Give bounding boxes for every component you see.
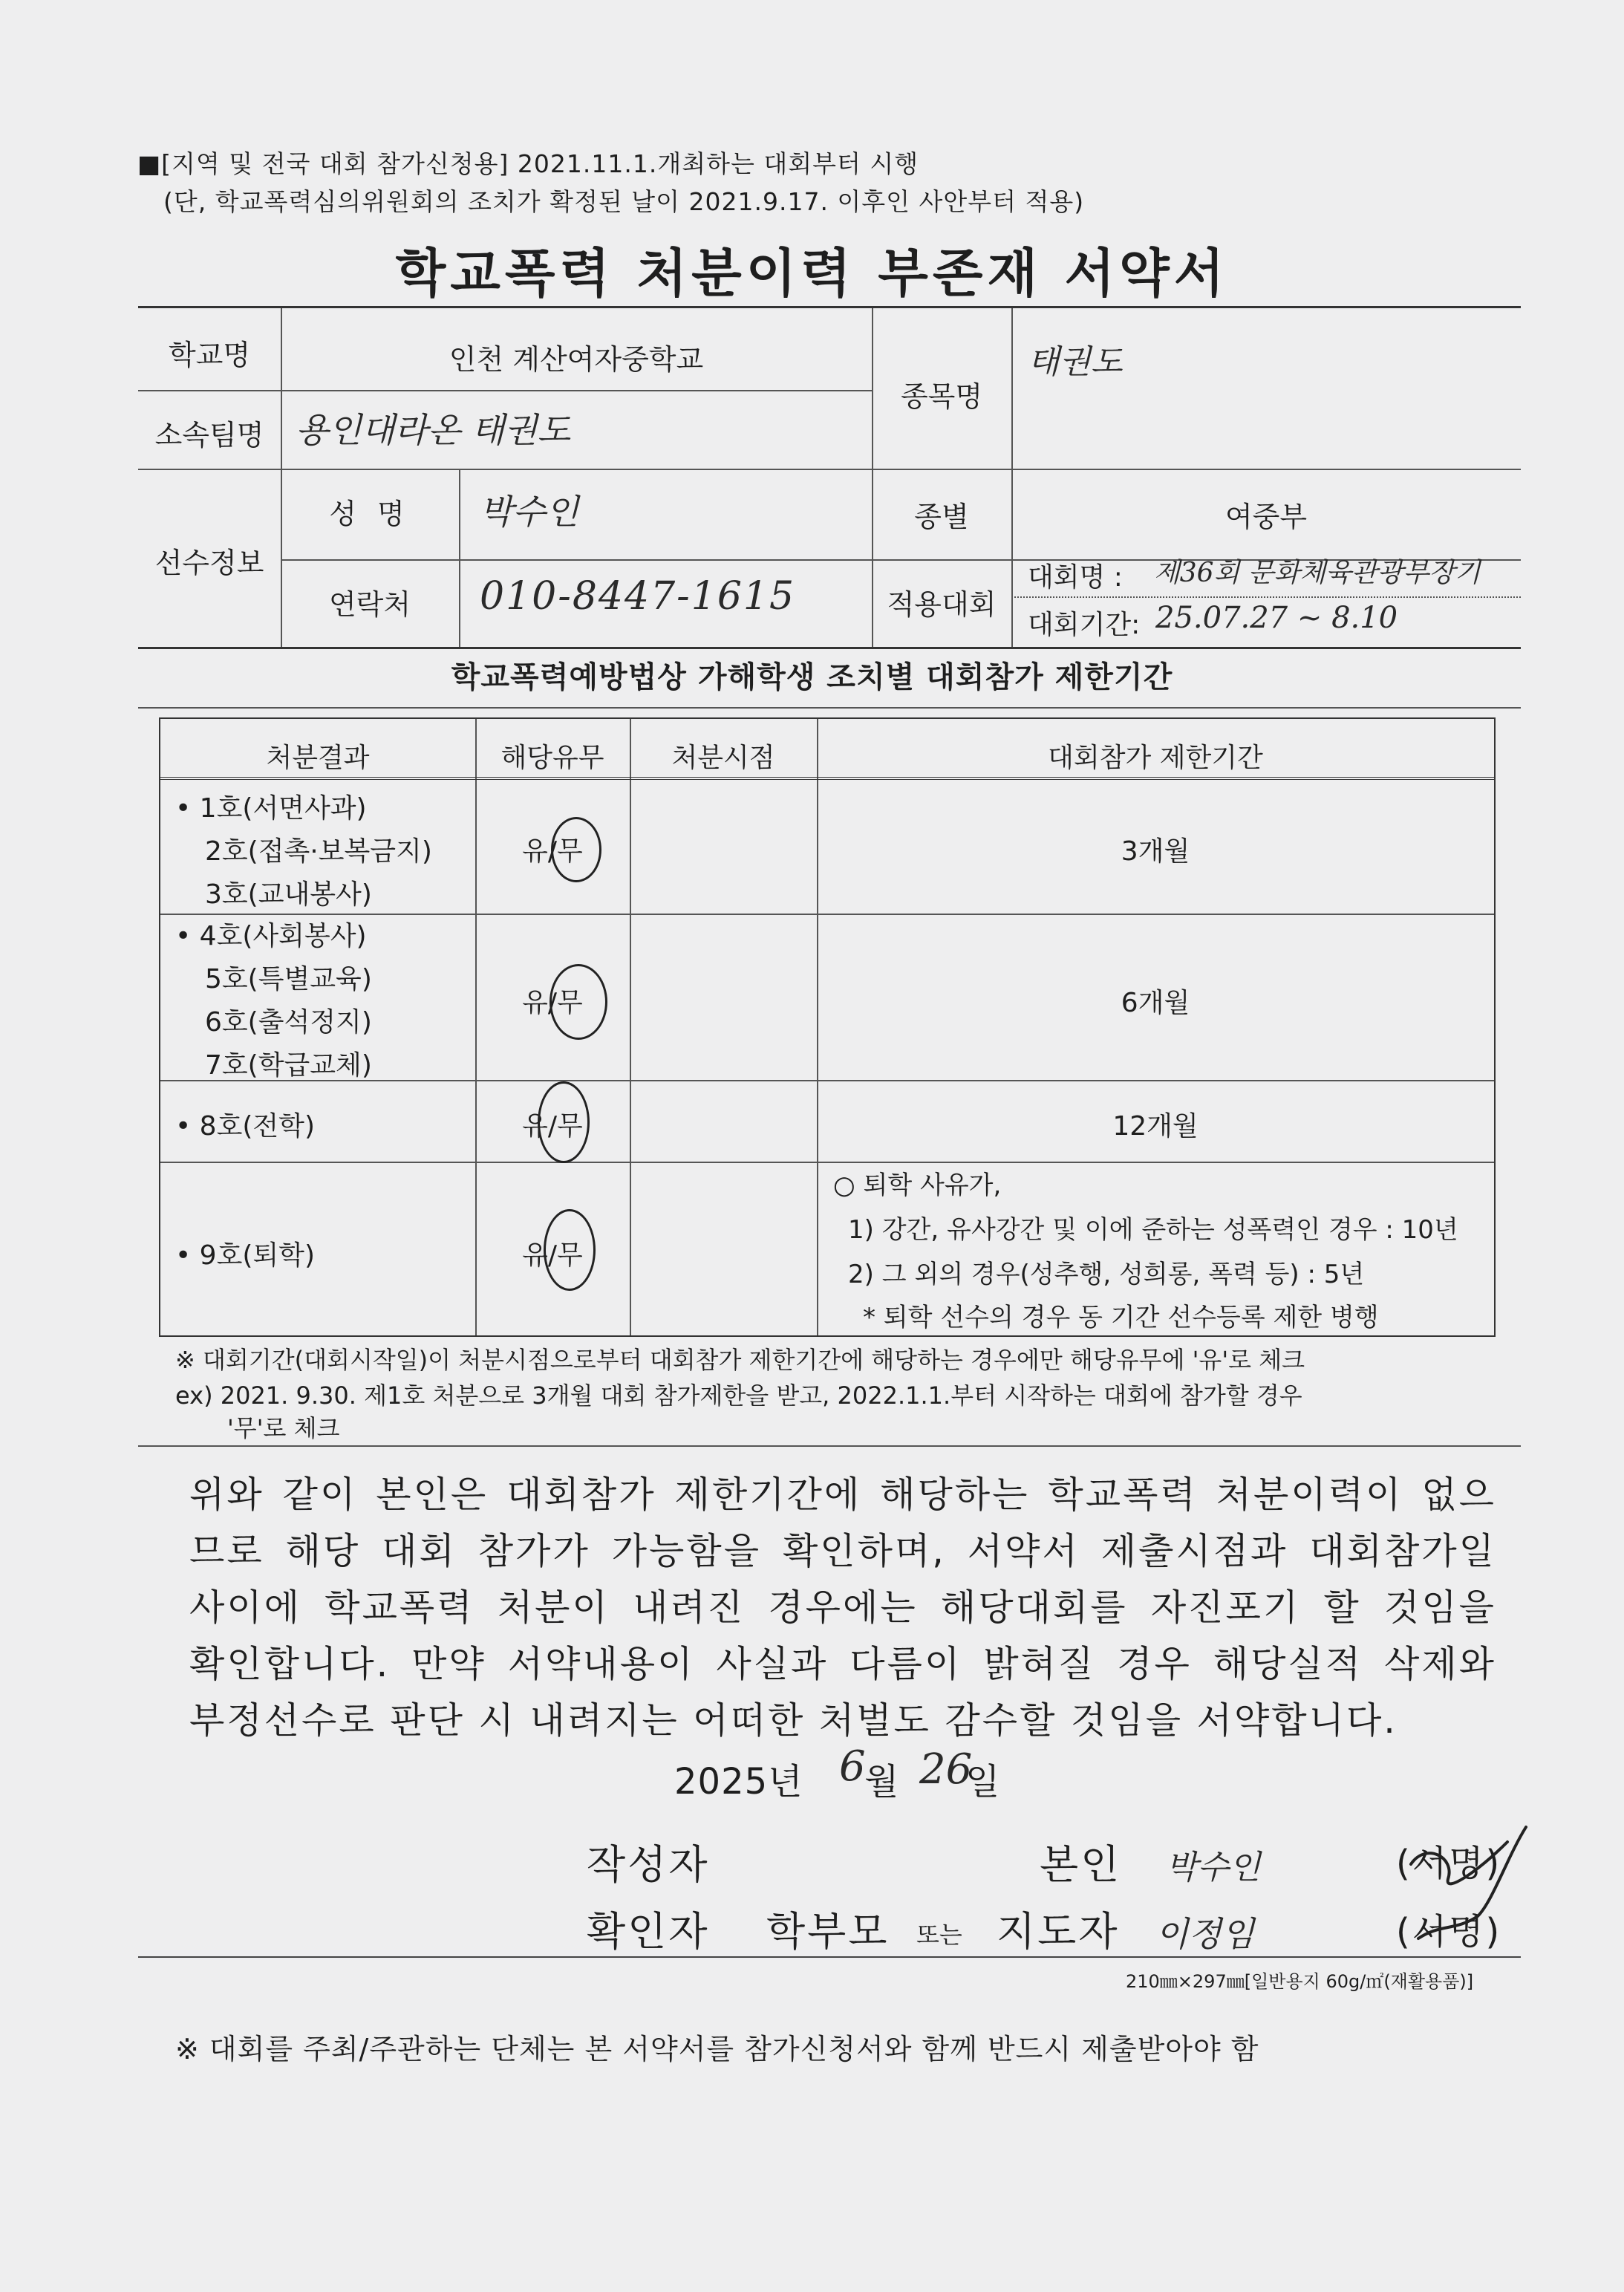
- event-name-label: 대회명 :: [1028, 562, 1123, 593]
- row3-period: 12개월: [1112, 1111, 1199, 1142]
- pledge-line: 므로 해당 대회 참가가 가능함을 확인하며, 서약서 제출시점과 대회참가일: [189, 1530, 1496, 1572]
- row1-line2: 2호(접촉·보복금지): [205, 836, 432, 867]
- date-month-value: 6: [839, 1742, 866, 1791]
- row4-check: 유/무: [522, 1240, 583, 1271]
- school-value: 인천 계산여자중학교: [449, 343, 704, 376]
- row4-period-line4: * 퇴학 선수의 경우 동 기간 선수등록 제한 병행: [863, 1303, 1379, 1332]
- pledge-line: 위와 같이 본인은 대회참가 제한기간에 해당하는 학교폭력 처분이력이 없으: [189, 1474, 1496, 1516]
- row2-check: 유/무: [522, 988, 583, 1018]
- info-line: [138, 469, 1521, 470]
- row1-line1: • 1호(서면사과): [175, 793, 367, 824]
- player-info-label: 선수정보: [154, 547, 264, 579]
- table-line: [630, 719, 631, 1335]
- contact-value: 010-8447-1615: [480, 574, 796, 619]
- table-line: [817, 719, 818, 1335]
- row2-line1: • 4호(사회봉사): [175, 921, 367, 951]
- row2-check-mark: [550, 964, 607, 1040]
- row1-check: 유/무: [522, 836, 583, 867]
- or-label: 또는: [916, 1921, 962, 1949]
- self-name: 박수인: [1166, 1849, 1261, 1886]
- row2-period: 6개월: [1121, 988, 1190, 1018]
- info-line: [1011, 596, 1521, 598]
- header-applicable: 해당유무: [500, 743, 604, 773]
- row2-line4: 7호(학급교체): [205, 1050, 372, 1081]
- row4-line1: • 9호(퇴학): [175, 1240, 315, 1271]
- sport-value: 태권도: [1028, 343, 1123, 381]
- info-line: [1011, 308, 1013, 647]
- contact-label: 연락처: [328, 588, 411, 621]
- row2-line2: 5호(특별교육): [205, 964, 372, 994]
- info-table: [138, 306, 1521, 649]
- info-line: [459, 469, 460, 647]
- team-label: 소속팀명: [154, 419, 264, 452]
- pledge-line: 확인합니다. 만약 서약내용이 사실과 다름이 밝혀질 경우 해당실적 삭제와: [189, 1643, 1496, 1685]
- bottom-note: ※ 대회를 주최/주관하는 단체는 본 서약서를 참가신청서와 함께 반드시 제출받아야 함: [175, 2033, 1259, 2065]
- footnote-example2: '무'로 체크: [227, 1414, 340, 1442]
- document-title: 학교폭력 처분이력 부존재 서약서: [395, 243, 1229, 304]
- name-label: 성 명: [329, 498, 411, 530]
- header-restriction-period: 대회참가 제한기간: [1048, 743, 1263, 773]
- date-year: 2025년: [674, 1761, 803, 1803]
- pledge-paragraph: [189, 1467, 1496, 1749]
- row3-check-mark: [538, 1081, 590, 1163]
- event-period-value: 25.07.27 ~ 8.10: [1155, 601, 1398, 635]
- row1-check-mark: [551, 817, 601, 882]
- team-value: 용인대라온 태권도: [296, 410, 571, 450]
- footnote-note: ※ 대회기간(대회시작일)이 처분시점으로부터 대회참가 제한기간에 해당하는 경우에만 해당유무에 '유'로 체크: [175, 1346, 1305, 1374]
- date-day-unit: 일: [965, 1761, 1002, 1803]
- row2-line3: 6호(출석정지): [205, 1007, 372, 1038]
- coach-label: 지도자: [997, 1908, 1120, 1955]
- row3-check: 유/무: [522, 1111, 583, 1142]
- event-name-value: 제36회 문화체육관광부장기: [1154, 558, 1481, 588]
- row4-period-line3: 2) 그 외의 경우(성추행, 성희롱, 폭력 등) : 5년: [848, 1260, 1365, 1289]
- category-value: 여중부: [1224, 501, 1308, 533]
- coach-sign-label: (서명): [1396, 1911, 1502, 1953]
- date-day-value: 26: [919, 1745, 973, 1794]
- date-month-unit: 월: [864, 1761, 901, 1803]
- header-result: 처분결과: [266, 743, 370, 773]
- writer-label: 작성자: [587, 1841, 710, 1888]
- table-line: [160, 777, 1494, 780]
- header-note-line1: ■[지역 및 전국 대회 참가신청용] 2021.11.1.개최하는 대회부터 시행: [137, 149, 919, 178]
- school-label: 학교명: [168, 339, 251, 371]
- self-sign-label: (서명): [1396, 1843, 1502, 1884]
- category-label: 종별: [914, 501, 969, 533]
- paper-spec: 210㎜×297㎜[일반용지 60g/㎡(재활용품)]: [1126, 1971, 1474, 1992]
- row1-period: 3개월: [1121, 836, 1190, 867]
- event-period-label: 대회기간:: [1028, 610, 1141, 640]
- pledge-line: 사이에 학교폭력 처분이 내려진 경우에는 해당대회를 자진포기 할 것임을: [189, 1586, 1496, 1629]
- header-disposition-time: 처분시점: [671, 743, 775, 773]
- row4-period-line2: 1) 강간, 유사강간 및 이에 준하는 성폭력인 경우 : 10년: [848, 1215, 1458, 1245]
- name-value: 박수인: [480, 492, 579, 532]
- event-label: 적용대회: [887, 588, 997, 621]
- info-line: [138, 390, 872, 391]
- signature-mark: [1396, 1812, 1537, 1961]
- info-line: [281, 559, 873, 561]
- coach-name: 이정임: [1155, 1914, 1255, 1954]
- footnote-example1: ex) 2021. 9.30. 제1호 처분으로 3개월 대회 참가제한을 받고, 2022.1.1.부터 시작하는 대회에 참가할 경우: [175, 1381, 1302, 1410]
- table-line: [160, 1162, 1494, 1163]
- row3-line1: • 8호(전학): [175, 1111, 315, 1142]
- row4-period-line1: ○ 퇴학 사유가,: [833, 1171, 1002, 1200]
- self-label: 본인: [1040, 1841, 1122, 1888]
- sport-label: 종목명: [900, 380, 983, 413]
- disposition-table: [159, 717, 1496, 1337]
- header-note-line2: (단, 학교폭력심의위원회의 조치가 확정된 날이 2021.9.17. 이후인 사안부터 적용): [163, 187, 1085, 216]
- section-title: 학교폭력예방법상 가해학생 조치별 대회참가 제한기간: [451, 660, 1173, 694]
- parent-label: 학부모: [766, 1908, 890, 1955]
- bottom-divider: [138, 1956, 1521, 1958]
- pledge-line: 부정선수로 판단 시 내려지는 어떠한 처벌도 감수할 것임을 서약합니다.: [189, 1699, 1398, 1742]
- section-divider: [138, 707, 1521, 709]
- footnote-divider: [138, 1445, 1521, 1447]
- row1-line3: 3호(교내봉사): [205, 879, 372, 910]
- row4-check-mark: [544, 1209, 596, 1291]
- confirmer-label: 확인자: [587, 1908, 710, 1955]
